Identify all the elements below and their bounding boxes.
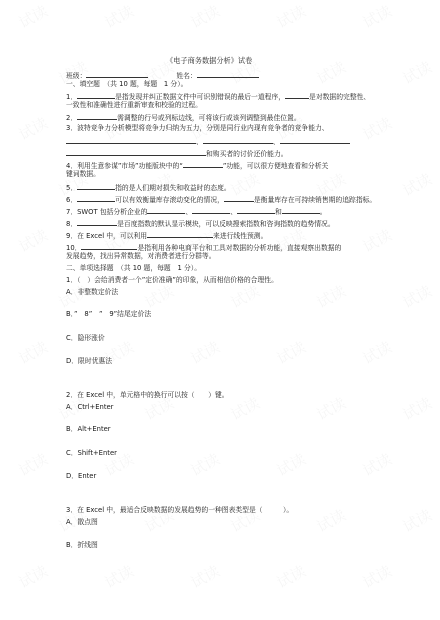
name-blank[interactable] bbox=[197, 70, 259, 78]
watermark-text bbox=[313, 280, 349, 313]
question-3-stem: 3．在 Excel 中，最适合反映数据的发展趋势的一种图表类型是（ ）。 bbox=[66, 506, 294, 514]
fill-blank[interactable] bbox=[147, 230, 213, 238]
watermark-text bbox=[399, 56, 435, 89]
watermark-text bbox=[15, 112, 51, 145]
fill-blank[interactable] bbox=[77, 112, 117, 120]
watermark-text bbox=[359, 336, 395, 369]
fill-item-3: 3．波特竞争力分析模型将竞争力归纳为五力，分别是同行业内现有竞争者的竞争能力、 bbox=[66, 124, 329, 132]
watermark-text bbox=[359, 112, 395, 145]
name-label: 姓名： bbox=[176, 72, 197, 80]
fill-blank[interactable] bbox=[203, 136, 273, 144]
watermark-text bbox=[399, 392, 435, 425]
class-blank[interactable] bbox=[86, 70, 148, 78]
question-1-option-b[interactable]: B．” 8” ” 9”结尾定价法 bbox=[66, 310, 152, 318]
watermark-text bbox=[15, 224, 51, 257]
watermark-text bbox=[359, 448, 395, 481]
fill-blank[interactable] bbox=[285, 91, 309, 99]
watermark-text bbox=[187, 0, 223, 33]
fill-blank[interactable] bbox=[81, 242, 137, 250]
fill-item-6: 6． 可以有效衡量库存滚动变化的情况， 是衡量库存在可持续销售期的追踪指标。 bbox=[66, 196, 377, 204]
watermark-text bbox=[187, 448, 223, 481]
fill-item-3-cont: 、 、 bbox=[66, 136, 350, 147]
fill-blank[interactable] bbox=[280, 136, 350, 144]
question-3-option-b[interactable]: B．折线图 bbox=[66, 541, 98, 549]
fill-blank[interactable] bbox=[77, 182, 115, 190]
class-label: 班级： bbox=[66, 72, 87, 80]
fill-blank[interactable] bbox=[147, 206, 185, 214]
fill-item-1-cont: 一致性和准确性进行重新审查和校验的过程。 bbox=[66, 101, 202, 109]
question-1-option-d[interactable]: D．限时优惠法 bbox=[66, 357, 113, 365]
watermark-text bbox=[399, 280, 435, 313]
watermark-text bbox=[399, 168, 435, 201]
fill-blank[interactable] bbox=[77, 194, 115, 202]
watermark-text bbox=[227, 280, 263, 313]
fill-item-7: 7．SWOT 包括分析企业的 、 、 和 。 bbox=[66, 208, 327, 216]
fill-blank[interactable] bbox=[282, 206, 320, 214]
fill-item-5: 5． 指的是人们期对损失和收益时的态度。 bbox=[66, 184, 231, 192]
question-2-option-b[interactable]: B．Alt+Enter bbox=[66, 425, 111, 433]
fill-item-10-cont: 发展趋势，找出异常数据，对消费者进行分群等。 bbox=[66, 252, 216, 260]
question-1-option-a[interactable]: A．非整数定价法 bbox=[66, 288, 119, 296]
fill-item-9: 9．在 Excel 中，可以利用 来进行线性预测。 bbox=[66, 232, 268, 240]
fill-blank[interactable] bbox=[77, 218, 117, 226]
watermark-text bbox=[273, 448, 309, 481]
fill-item-8: 8． 是百度指数的默认显示模块，可以反映搜索指数和咨询指数的趋势情况。 bbox=[66, 220, 335, 228]
fill-blank[interactable] bbox=[66, 148, 206, 156]
question-2-option-a[interactable]: A．Ctrl+Enter bbox=[66, 403, 114, 411]
fill-blank[interactable] bbox=[66, 136, 196, 144]
fill-item-4-cont: 键词数据。 bbox=[66, 170, 100, 178]
watermark-text bbox=[15, 336, 51, 369]
fill-item-3-cont2: 和购买者的讨价还价能力。 bbox=[66, 148, 288, 159]
fill-item-10: 10． 是指利用各种电商平台和工具对数据的分析功能，直接观察出数据的 bbox=[66, 244, 342, 252]
fill-blank[interactable] bbox=[77, 91, 115, 99]
watermark-text bbox=[359, 0, 395, 33]
watermark-text bbox=[15, 448, 51, 481]
watermark-text bbox=[187, 336, 223, 369]
fill-blank[interactable] bbox=[192, 206, 230, 214]
watermark-text bbox=[273, 560, 309, 593]
watermark-text bbox=[359, 560, 395, 593]
question-2-option-c[interactable]: C．Shift+Enter bbox=[66, 449, 117, 457]
watermark-text bbox=[273, 336, 309, 369]
fill-blank[interactable] bbox=[224, 194, 254, 202]
watermark-text bbox=[227, 392, 263, 425]
fill-item-2: 2． 需调整的行号或列标边线，可将该行或该列调整到最佳位置。 bbox=[66, 114, 301, 122]
watermark-text bbox=[15, 560, 51, 593]
fill-blank[interactable] bbox=[183, 160, 223, 168]
question-2-option-d[interactable]: D．Enter bbox=[66, 472, 97, 480]
watermark-text bbox=[101, 0, 137, 33]
watermark-text bbox=[399, 504, 435, 537]
watermark-text bbox=[15, 0, 51, 33]
watermark-text bbox=[313, 392, 349, 425]
fill-blank[interactable] bbox=[237, 206, 275, 214]
watermark-text bbox=[313, 504, 349, 537]
section-fill-heading: 一、填空题 （共 10 题，每题 1 分）。 bbox=[66, 80, 188, 88]
exam-title: 《电子商务数据分析》试卷 bbox=[166, 56, 253, 65]
question-3-option-a[interactable]: A．散点图 bbox=[66, 518, 98, 526]
watermark-text bbox=[273, 0, 309, 33]
watermark-text bbox=[187, 560, 223, 593]
question-1-option-c[interactable]: C．隐形涨价 bbox=[66, 334, 105, 342]
question-1-stem: 1．（ ）会给消费者一个”定价准确”的印象，从而相信价格的合理性。 bbox=[66, 276, 278, 284]
watermark-text bbox=[141, 280, 177, 313]
watermark-text bbox=[359, 224, 395, 257]
watermark-text bbox=[313, 56, 349, 89]
fill-item-4: 4．利用生意参谋”市场”功能版块中的“ ”功能，可以很方便地查看和分析关 bbox=[66, 162, 329, 170]
section-single-heading: 二、单项选择题 （共 10 题，每题 1 分）。 bbox=[66, 264, 201, 272]
watermark-text bbox=[101, 560, 137, 593]
fill-item-1: 1． 是指发现并纠正数据文件中可识别错误的最后一道程序， 是对数据的完整性、 bbox=[66, 93, 371, 101]
question-2-stem: 2．在 Excel 中，单元格中的换行可以按（ ）键。 bbox=[66, 391, 229, 399]
